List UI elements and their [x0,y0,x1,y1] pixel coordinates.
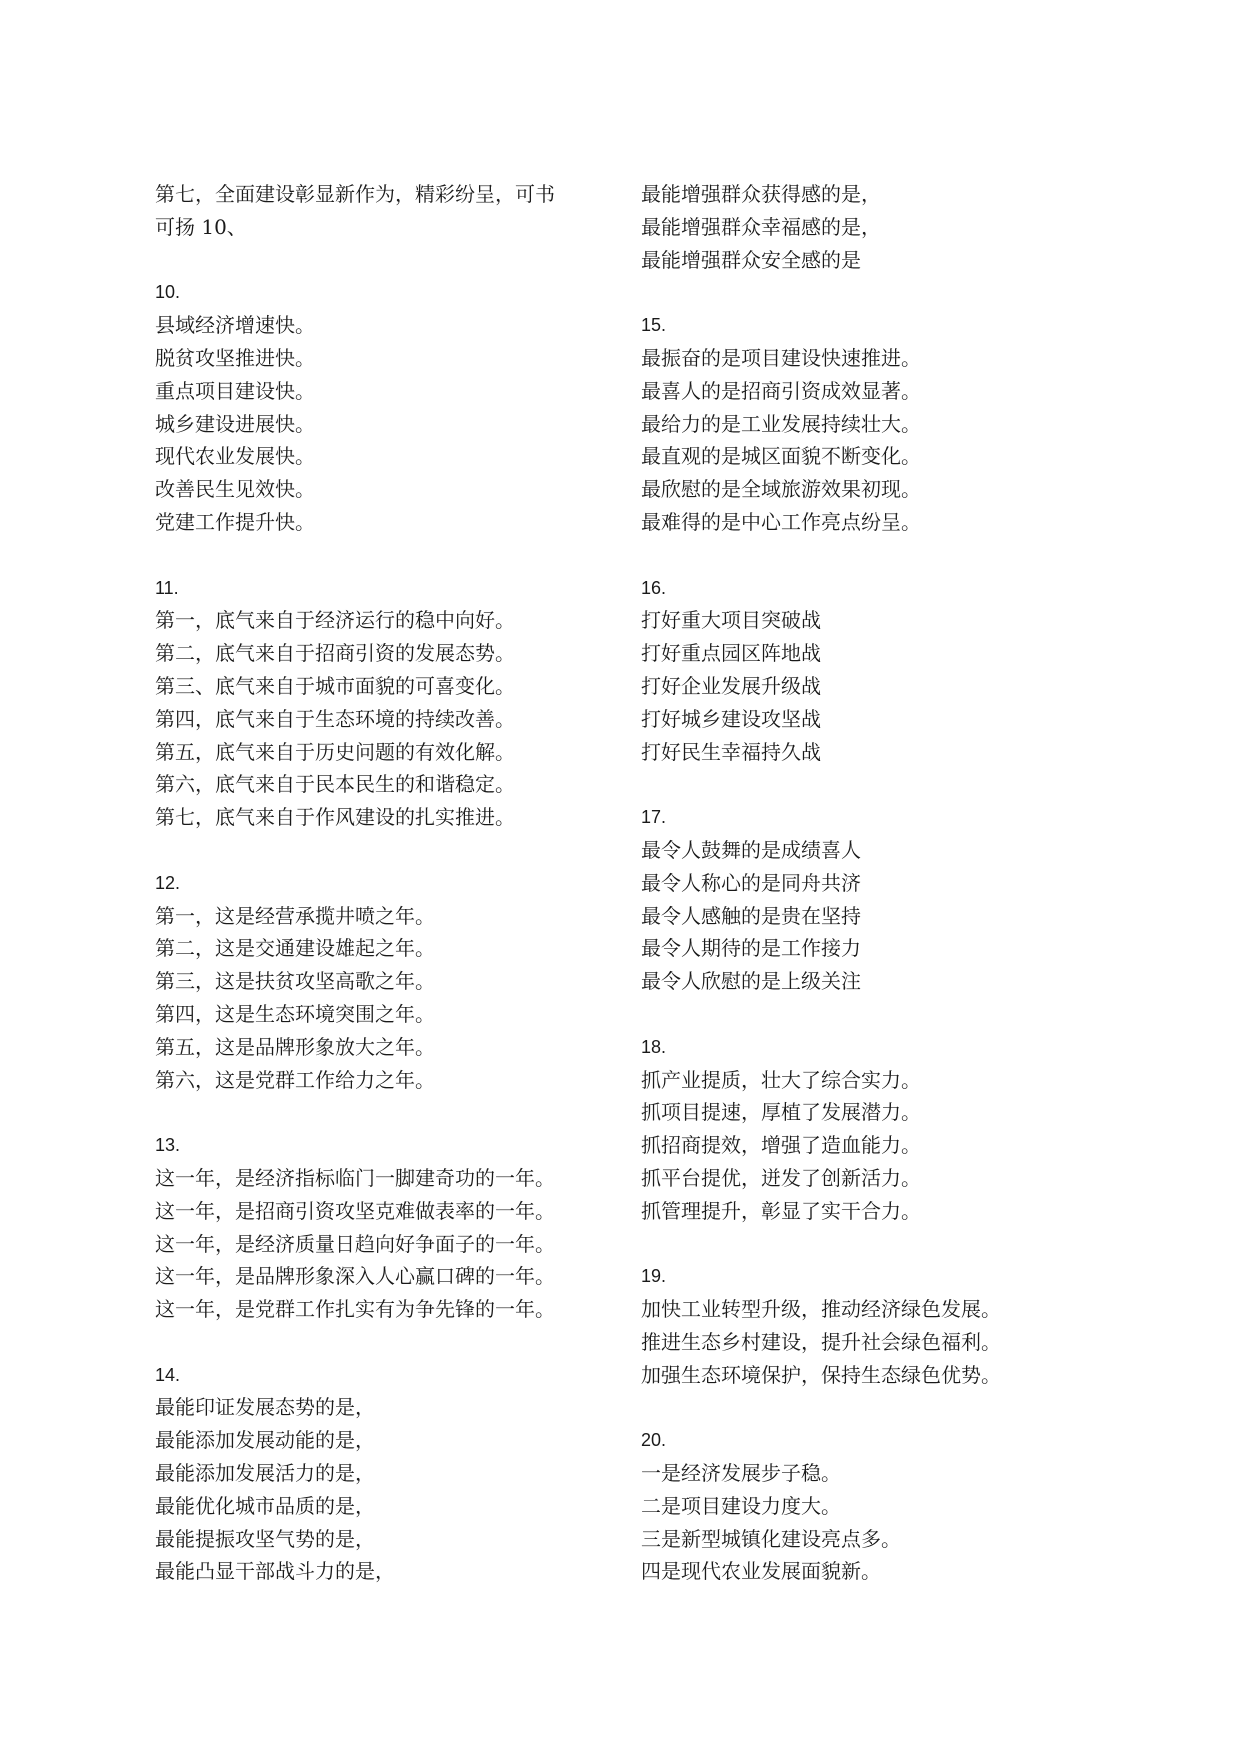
text-line: 第一，这是经营承揽井喷之年。 [155,903,435,928]
text-line: 这一年，是经济质量日趋向好争面子的一年。 [155,1231,555,1256]
section-10 [155,276,625,538]
right-column [641,178,1111,1588]
text-line: 最欣慰的是全域旅游效果初现。 [641,477,921,502]
section-16 [641,572,1111,769]
section-14 [155,1359,625,1589]
text-line: 抓招商提效，增强了造血能力。 [641,1133,921,1158]
section-number: 10. [155,282,181,303]
text-line: 第五，这是品牌形象放大之年。 [155,1034,435,1059]
text-line: 加快工业转型升级，推动经济绿色发展。 [641,1297,1001,1322]
text-line: 抓管理提升，彰显了实干合力。 [641,1198,921,1223]
text-line: 第四，这是生态环境突围之年。 [155,1001,435,1026]
section-number: 19. [641,1266,667,1287]
section-11 [155,572,625,834]
section-number: 15. [641,315,667,336]
text-line: 抓项目提速，厚植了发展潜力。 [641,1100,921,1125]
text-line: 第一，底气来自于经济运行的稳中向好。 [155,608,515,633]
text-line: 最喜人的是招商引资成效显著。 [641,378,921,403]
text-line: 最能添加发展动能的是， [155,1428,375,1453]
text-line: 这一年，是党群工作扎实有为争先锋的一年。 [155,1297,555,1322]
text-line: 改善民生见效快。 [155,477,315,502]
text-line: 第七，全面建设彰显新作为，精彩纷呈，可书 [155,182,555,206]
text-line: 城乡建设进展快。 [155,411,315,436]
text-line: 这一年，是品牌形象深入人心赢口碑的一年。 [155,1264,555,1289]
text-line: 党建工作提升快。 [155,509,315,534]
section-number: 18. [641,1036,667,1057]
text-line: 最令人欣慰的是上级关注 [641,969,861,994]
section-12 [155,867,625,1097]
text-line: 第六，这是党群工作给力之年。 [155,1067,435,1092]
section-number: 20. [641,1430,667,1451]
text-line: 推进生态乡村建设，提升社会绿色福利。 [641,1329,1001,1354]
text-line: 第三、底气来自于城市面貌的可喜变化。 [155,673,515,698]
text-line: 第五，底气来自于历史问题的有效化解。 [155,739,515,764]
text-line: 最能添加发展活力的是， [155,1461,375,1486]
text-line: 一是经济发展步子稳。 [641,1461,841,1486]
left-column [155,178,625,1588]
section-number: 13. [155,1135,181,1156]
text-line: 四是现代农业发展面貌新。 [641,1559,881,1584]
text-line: 最令人期待的是工作接力 [641,936,861,961]
text-line: 打好城乡建设攻坚战 [641,706,821,731]
text-line: 最难得的是中心工作亮点纷呈。 [641,509,921,534]
text-line: 现代农业发展快。 [155,444,315,469]
text-line: 第二，底气来自于招商引资的发展态势。 [155,641,515,666]
text-line: 最能印证发展态势的是， [155,1395,375,1420]
text-line: 打好民生幸福持久战 [641,739,821,764]
text-line: 重点项目建设快。 [155,378,315,403]
text-line: 最能提振攻坚气势的是， [155,1526,375,1551]
section-number: 17. [641,807,667,828]
text-line: 打好重大项目突破战 [641,608,821,633]
text-line: 脱贫攻坚推进快。 [155,345,315,370]
text-line: 可扬 10、 [155,214,247,239]
text-line: 第六，底气来自于民本民生的和谐稳定。 [155,772,515,797]
text-line: 打好重点园区阵地战 [641,641,821,666]
text-line: 第三，这是扶贫攻坚高歌之年。 [155,969,435,994]
section-20 [641,1424,1111,1588]
section-19 [641,1260,1111,1391]
text-line: 最能优化城市品质的是， [155,1493,375,1518]
section-13 [155,1129,625,1326]
text-line: 最能增强群众安全感的是 [641,247,861,272]
text-line: 最令人感触的是贵在坚持 [641,903,861,928]
text-line: 县域经济增速快。 [155,313,315,338]
text-line: 加强生态环境保护，保持生态绿色优势。 [641,1362,1001,1387]
text-line: 第四，底气来自于生态环境的持续改善。 [155,706,515,731]
text-line: 第七，底气来自于作风建设的扎实推进。 [155,805,515,830]
text-line: 最直观的是城区面貌不断变化。 [641,444,921,469]
section-17 [641,801,1111,998]
text-line: 最给力的是工业发展持续壮大。 [641,411,921,436]
text-line: 最能凸显干部战斗力的是， [155,1559,395,1584]
text-line: 第二，这是交通建设雄起之年。 [155,936,435,961]
section-number: 12. [155,872,181,893]
text-line: 三是新型城镇化建设亮点多。 [641,1526,901,1551]
section-number: 16. [641,577,667,598]
text-line: 这一年，是经济指标临门一脚建奇功的一年。 [155,1165,555,1190]
section-number: 14. [155,1364,181,1385]
text-line: 最能增强群众获得感的是， [641,182,881,206]
text-line: 打好企业发展升级战 [641,673,821,698]
section-15 [641,309,1111,539]
section-18 [641,1031,1111,1228]
text-line: 最振奋的是项目建设快速推进。 [641,345,921,370]
section-number: 11. [155,577,179,598]
text-line: 抓产业提质，壮大了综合实力。 [641,1067,921,1092]
text-line: 这一年，是招商引资攻坚克难做表率的一年。 [155,1198,555,1223]
text-line: 最令人称心的是同舟共济 [641,870,861,895]
text-line: 抓平台提优，迸发了创新活力。 [641,1165,921,1190]
text-line: 最能增强群众幸福感的是， [641,214,881,239]
intro-block [155,178,625,244]
text-line: 二是项目建设力度大。 [641,1493,841,1518]
text-line: 最令人鼓舞的是成绩喜人 [641,837,861,862]
section-14-continued [641,178,1111,276]
